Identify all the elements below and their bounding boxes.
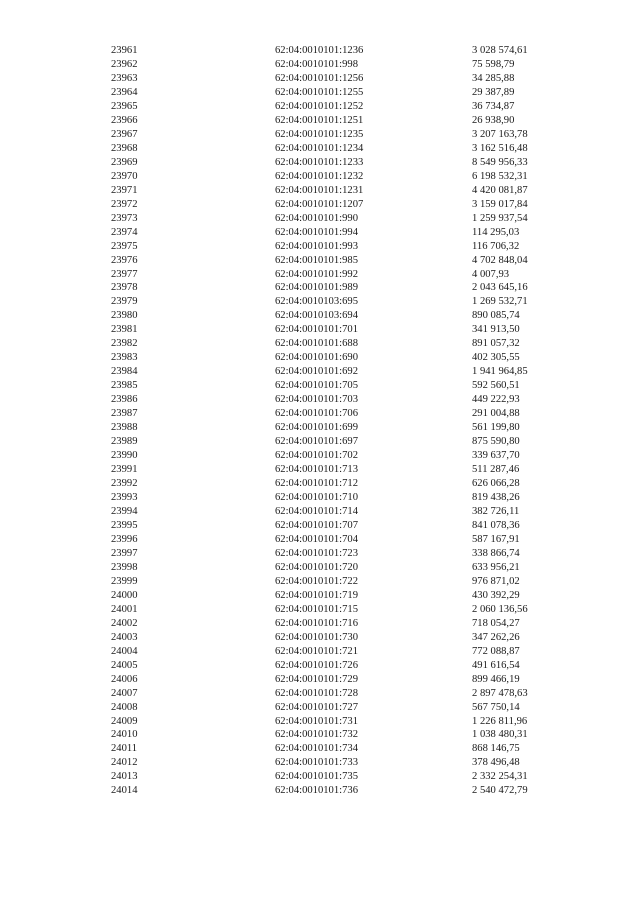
row-number: 24009	[111, 715, 138, 727]
table-row	[0, 114, 640, 128]
row-number: 23997	[111, 547, 138, 559]
row-number: 23988	[111, 422, 138, 434]
cadastral-value: 338 866,74	[472, 547, 520, 559]
table-row	[0, 295, 640, 309]
table-row	[0, 100, 640, 114]
cadastral-value: 1 038 480,31	[472, 729, 528, 741]
cadastral-value: 3 207 163,78	[472, 128, 528, 140]
cadastral-number: 62:04:0010101:710	[275, 492, 358, 503]
row-number: 24000	[111, 589, 138, 601]
row-number: 23965	[111, 100, 138, 112]
cadastral-number: 62:04:0010101:706	[275, 408, 358, 420]
row-number: 23962	[111, 58, 138, 70]
row-number: 23975	[111, 240, 138, 252]
row-number: 24004	[111, 645, 138, 657]
table-row	[0, 547, 640, 561]
table-row	[0, 323, 640, 337]
cadastral-value: 291 004,88	[472, 408, 520, 420]
cadastral-value: 34 285,88	[472, 72, 515, 84]
table-row	[0, 742, 640, 756]
cadastral-value: 2 332 254,31	[472, 771, 528, 783]
table-row	[0, 491, 640, 505]
row-number: 23991	[111, 464, 138, 476]
table-row	[0, 435, 640, 449]
cadastral-value: 4 420 081,87	[472, 184, 528, 196]
cadastral-number: 62:04:0010101:727	[275, 701, 358, 713]
cadastral-value: 6 198 532,31	[472, 170, 528, 182]
table-row	[0, 449, 640, 463]
cadastral-number: 62:04:0010101:1255	[275, 86, 364, 98]
cadastral-value: 592 560,51	[472, 380, 520, 392]
cadastral-number: 62:04:0010101:713	[275, 464, 358, 476]
cadastral-value: 511 287,46	[472, 464, 520, 476]
row-number: 23978	[111, 282, 138, 294]
table-row	[0, 463, 640, 477]
row-number: 24013	[111, 771, 138, 783]
table-row	[0, 379, 640, 393]
cadastral-number: 62:04:0010101:1256	[275, 72, 364, 84]
row-number: 24008	[111, 701, 138, 713]
cadastral-value: 3 028 574,61	[472, 45, 528, 56]
row-number: 23995	[111, 519, 138, 531]
cadastral-number: 62:04:0010101:735	[275, 771, 358, 783]
cadastral-number: 62:04:0010101:1232	[275, 170, 364, 182]
row-number: 23971	[111, 184, 138, 196]
cadastral-number: 62:04:0010101:1233	[275, 156, 364, 168]
table-row	[0, 715, 640, 729]
row-number: 23980	[111, 310, 138, 322]
row-number: 23970	[111, 170, 138, 182]
cadastral-number: 62:04:0010103:694	[275, 310, 358, 322]
cadastral-value: 36 734,87	[472, 100, 515, 112]
row-number: 23972	[111, 198, 138, 210]
row-number: 23977	[111, 268, 138, 280]
cadastral-number: 62:04:0010101:705	[275, 380, 358, 392]
table-row	[0, 128, 640, 142]
cadastral-number: 62:04:0010101:989	[275, 282, 358, 294]
cadastral-value: 347 262,26	[472, 631, 520, 643]
cadastral-number: 62:04:0010101:702	[275, 450, 358, 462]
table-row	[0, 184, 640, 198]
table-row	[0, 365, 640, 379]
table-row	[0, 198, 640, 212]
cadastral-value: 402 305,55	[472, 352, 520, 364]
cadastral-value: 116 706,32	[472, 240, 520, 252]
cadastral-number: 62:04:0010101:690	[275, 352, 358, 364]
row-number: 23969	[111, 156, 138, 168]
cadastral-value: 1 259 937,54	[472, 212, 528, 224]
cadastral-value: 2 043 645,16	[472, 282, 528, 294]
cadastral-value: 718 054,27	[472, 617, 520, 629]
table-row	[0, 281, 640, 295]
table-row	[0, 784, 640, 798]
row-number: 23994	[111, 505, 138, 517]
table-row	[0, 254, 640, 268]
cadastral-value: 819 438,26	[472, 492, 520, 503]
cadastral-value: 567 750,14	[472, 701, 520, 713]
table-row	[0, 393, 640, 407]
cadastral-value: 891 057,32	[472, 338, 520, 350]
table-row	[0, 421, 640, 435]
cadastral-number: 62:04:0010101:707	[275, 519, 358, 531]
table-row	[0, 519, 640, 533]
cadastral-value-table	[0, 44, 640, 798]
table-row	[0, 240, 640, 254]
row-number: 23986	[111, 394, 138, 406]
row-number: 23979	[111, 296, 138, 308]
table-row	[0, 156, 640, 170]
cadastral-value: 626 066,28	[472, 478, 520, 490]
cadastral-value: 890 085,74	[472, 310, 520, 322]
cadastral-number: 62:04:0010101:729	[275, 673, 358, 685]
table-row	[0, 337, 640, 351]
row-number: 23963	[111, 72, 138, 84]
cadastral-value: 1 269 532,71	[472, 296, 528, 308]
cadastral-number: 62:04:0010101:703	[275, 394, 358, 406]
cadastral-number: 62:04:0010101:712	[275, 478, 358, 490]
row-number: 24014	[111, 785, 138, 797]
table-row	[0, 728, 640, 742]
cadastral-number: 62:04:0010101:714	[275, 505, 358, 517]
cadastral-number: 62:04:0010101:697	[275, 436, 358, 448]
cadastral-number: 62:04:0010101:692	[275, 366, 358, 378]
cadastral-value: 976 871,02	[472, 575, 520, 587]
cadastral-value: 1 941 964,85	[472, 366, 528, 378]
cadastral-value: 2 897 478,63	[472, 687, 528, 699]
cadastral-value: 114 295,03	[472, 226, 520, 238]
cadastral-number: 62:04:0010101:993	[275, 240, 358, 252]
cadastral-value: 491 616,54	[472, 659, 520, 671]
row-number: 24002	[111, 617, 138, 629]
cadastral-value: 75 598,79	[472, 58, 515, 70]
row-number: 23968	[111, 142, 138, 154]
table-row	[0, 561, 640, 575]
row-number: 23961	[111, 45, 138, 56]
row-number: 24007	[111, 687, 138, 699]
cadastral-number: 62:04:0010101:728	[275, 687, 358, 699]
table-row	[0, 268, 640, 282]
cadastral-value: 4 702 848,04	[472, 254, 528, 266]
cadastral-number: 62:04:0010101:1236	[275, 45, 364, 56]
row-number: 24003	[111, 631, 138, 643]
row-number: 23967	[111, 128, 138, 140]
cadastral-value: 378 496,48	[472, 757, 520, 769]
table-row	[0, 212, 640, 226]
cadastral-number: 62:04:0010101:736	[275, 785, 358, 797]
row-number: 23966	[111, 114, 138, 126]
cadastral-value: 8 549 956,33	[472, 156, 528, 168]
cadastral-value: 26 938,90	[472, 114, 515, 126]
cadastral-number: 62:04:0010101:719	[275, 589, 358, 601]
cadastral-number: 62:04:0010101:716	[275, 617, 358, 629]
cadastral-value: 1 226 811,96	[472, 715, 528, 727]
cadastral-value: 561 199,80	[472, 422, 520, 434]
cadastral-value: 339 637,70	[472, 450, 520, 462]
table-row	[0, 770, 640, 784]
cadastral-number: 62:04:0010101:704	[275, 533, 358, 545]
cadastral-number: 62:04:0010101:688	[275, 338, 358, 350]
cadastral-number: 62:04:0010101:1234	[275, 142, 364, 154]
cadastral-value: 868 146,75	[472, 743, 520, 755]
cadastral-value: 382 726,11	[472, 505, 520, 517]
cadastral-number: 62:04:0010101:722	[275, 575, 358, 587]
row-number: 24012	[111, 757, 138, 769]
cadastral-number: 62:04:0010101:726	[275, 659, 358, 671]
cadastral-value: 2 060 136,56	[472, 603, 528, 615]
table-row	[0, 86, 640, 100]
table-row	[0, 673, 640, 687]
row-number: 24005	[111, 659, 138, 671]
table-row	[0, 645, 640, 659]
cadastral-number: 62:04:0010101:699	[275, 422, 358, 434]
cadastral-number: 62:04:0010101:734	[275, 743, 358, 755]
row-number: 23999	[111, 575, 138, 587]
row-number: 23996	[111, 533, 138, 545]
row-number: 24001	[111, 603, 138, 615]
cadastral-value: 772 088,87	[472, 645, 520, 657]
table-row	[0, 589, 640, 603]
table-row	[0, 309, 640, 323]
cadastral-number: 62:04:0010101:732	[275, 729, 358, 741]
cadastral-number: 62:04:0010101:992	[275, 268, 358, 280]
row-number: 23964	[111, 86, 138, 98]
row-number: 23985	[111, 380, 138, 392]
cadastral-value: 430 392,29	[472, 589, 520, 601]
table-row	[0, 72, 640, 86]
table-row	[0, 505, 640, 519]
table-row	[0, 477, 640, 491]
cadastral-value: 29 387,89	[472, 86, 515, 98]
row-number: 23976	[111, 254, 138, 266]
table-row	[0, 603, 640, 617]
row-number: 24010	[111, 729, 138, 741]
row-number: 23983	[111, 352, 138, 364]
cadastral-value: 587 167,91	[472, 533, 520, 545]
cadastral-number: 62:04:0010101:1207	[275, 198, 364, 210]
row-number: 23998	[111, 561, 138, 573]
table-row	[0, 44, 640, 58]
cadastral-number: 62:04:0010101:998	[275, 58, 358, 70]
row-number: 23992	[111, 478, 138, 490]
cadastral-value: 3 159 017,84	[472, 198, 528, 210]
table-row	[0, 575, 640, 589]
row-number: 23987	[111, 408, 138, 420]
cadastral-number: 62:04:0010101:990	[275, 212, 358, 224]
cadastral-value: 633 956,21	[472, 561, 520, 573]
table-row	[0, 226, 640, 240]
cadastral-value: 3 162 516,48	[472, 142, 528, 154]
table-row	[0, 701, 640, 715]
table-row	[0, 756, 640, 770]
cadastral-number: 62:04:0010101:1231	[275, 184, 364, 196]
cadastral-value: 875 590,80	[472, 436, 520, 448]
table-row	[0, 142, 640, 156]
row-number: 23984	[111, 366, 138, 378]
cadastral-number: 62:04:0010101:1235	[275, 128, 364, 140]
cadastral-number: 62:04:0010101:721	[275, 645, 358, 657]
cadastral-value: 899 466,19	[472, 673, 520, 685]
cadastral-number: 62:04:0010101:985	[275, 254, 358, 266]
cadastral-number: 62:04:0010101:723	[275, 547, 358, 559]
row-number: 23990	[111, 450, 138, 462]
row-number: 23993	[111, 492, 138, 503]
row-number: 24006	[111, 673, 138, 685]
cadastral-number: 62:04:0010101:733	[275, 757, 358, 769]
row-number: 24011	[111, 743, 138, 755]
cadastral-number: 62:04:0010101:731	[275, 715, 358, 727]
cadastral-number: 62:04:0010101:730	[275, 631, 358, 643]
cadastral-value: 841 078,36	[472, 519, 520, 531]
table-row	[0, 631, 640, 645]
cadastral-value: 449 222,93	[472, 394, 520, 406]
table-row	[0, 659, 640, 673]
table-row	[0, 687, 640, 701]
table-row	[0, 58, 640, 72]
row-number: 23973	[111, 212, 138, 224]
cadastral-number: 62:04:0010101:715	[275, 603, 358, 615]
table-row	[0, 351, 640, 365]
cadastral-value: 4 007,93	[472, 268, 510, 280]
table-row	[0, 170, 640, 184]
cadastral-number: 62:04:0010101:1251	[275, 114, 364, 126]
cadastral-number: 62:04:0010101:994	[275, 226, 358, 238]
cadastral-number: 62:04:0010101:701	[275, 324, 358, 336]
row-number: 23982	[111, 338, 138, 350]
table-row	[0, 617, 640, 631]
cadastral-value: 341 913,50	[472, 324, 520, 336]
row-number: 23989	[111, 436, 138, 448]
cadastral-number: 62:04:0010101:720	[275, 561, 358, 573]
cadastral-number: 62:04:0010101:1252	[275, 100, 364, 112]
row-number: 23974	[111, 226, 138, 238]
table-row	[0, 407, 640, 421]
cadastral-value: 2 540 472,79	[472, 785, 528, 797]
row-number: 23981	[111, 324, 138, 336]
cadastral-number: 62:04:0010103:695	[275, 296, 358, 308]
table-row	[0, 533, 640, 547]
